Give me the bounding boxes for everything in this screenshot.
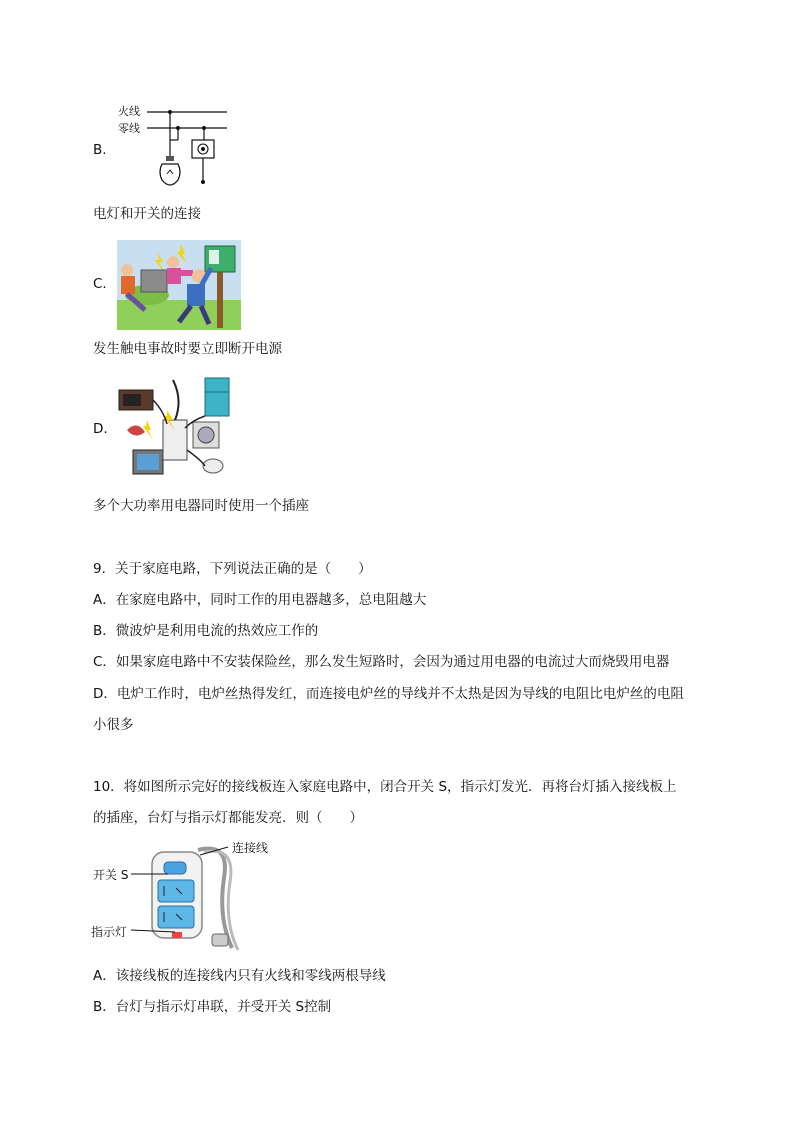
option-d-caption: 多个大功率用电器同时使用一个插座: [93, 498, 309, 514]
q10-stem-line1: 10．将如图所示完好的接线板连入家庭电路中，闭合开关 S，指示灯发光．再将台灯插入接线板上: [93, 779, 677, 795]
q10-option-b: B．台灯与指示灯串联，并受开关 S控制: [93, 999, 332, 1015]
q9-option-b: B．微波炉是利用电流的热效应工作的: [93, 623, 319, 639]
switch-s-label: 开关 S: [93, 868, 129, 882]
indicator-light-label: 指示灯: [91, 925, 128, 939]
option-d-letter: D.: [93, 421, 108, 437]
option-c-caption: 发生触电事故时要立即断开电源: [93, 341, 282, 357]
neutral-wire-label: 零线: [118, 122, 140, 135]
q9-option-d-continued: 小很多: [93, 717, 134, 733]
q9-option-d: D．电炉工作时，电炉丝热得发红，而连接电炉丝的导线并不太热是因为导线的电阻比电炉丝的电阻: [93, 686, 684, 702]
q9-option-c: C．如果家庭电路中不安装保险丝，那么发生短路时，会因为通过用电器的电流过大而烧毁用电器: [93, 654, 670, 670]
live-wire-label: 火线: [118, 105, 140, 118]
option-b-letter: B.: [93, 142, 107, 158]
option-c-letter: C.: [93, 276, 107, 292]
option-b-caption: 电灯和开关的连接: [93, 206, 201, 222]
q9-option-a: A．在家庭电路中，同时工作的用电器越多，总电阻越大: [93, 592, 427, 608]
q10-option-a: A．该接线板的连接线内只有火线和零线两根导线: [93, 968, 386, 984]
q9-stem: 9．关于家庭电路，下列说法正确的是（ ）: [93, 561, 372, 577]
q10-stem-line2: 的插座，台灯与指示灯都能发亮．则（ ）: [93, 810, 363, 826]
cord-label: 连接线: [232, 841, 269, 855]
